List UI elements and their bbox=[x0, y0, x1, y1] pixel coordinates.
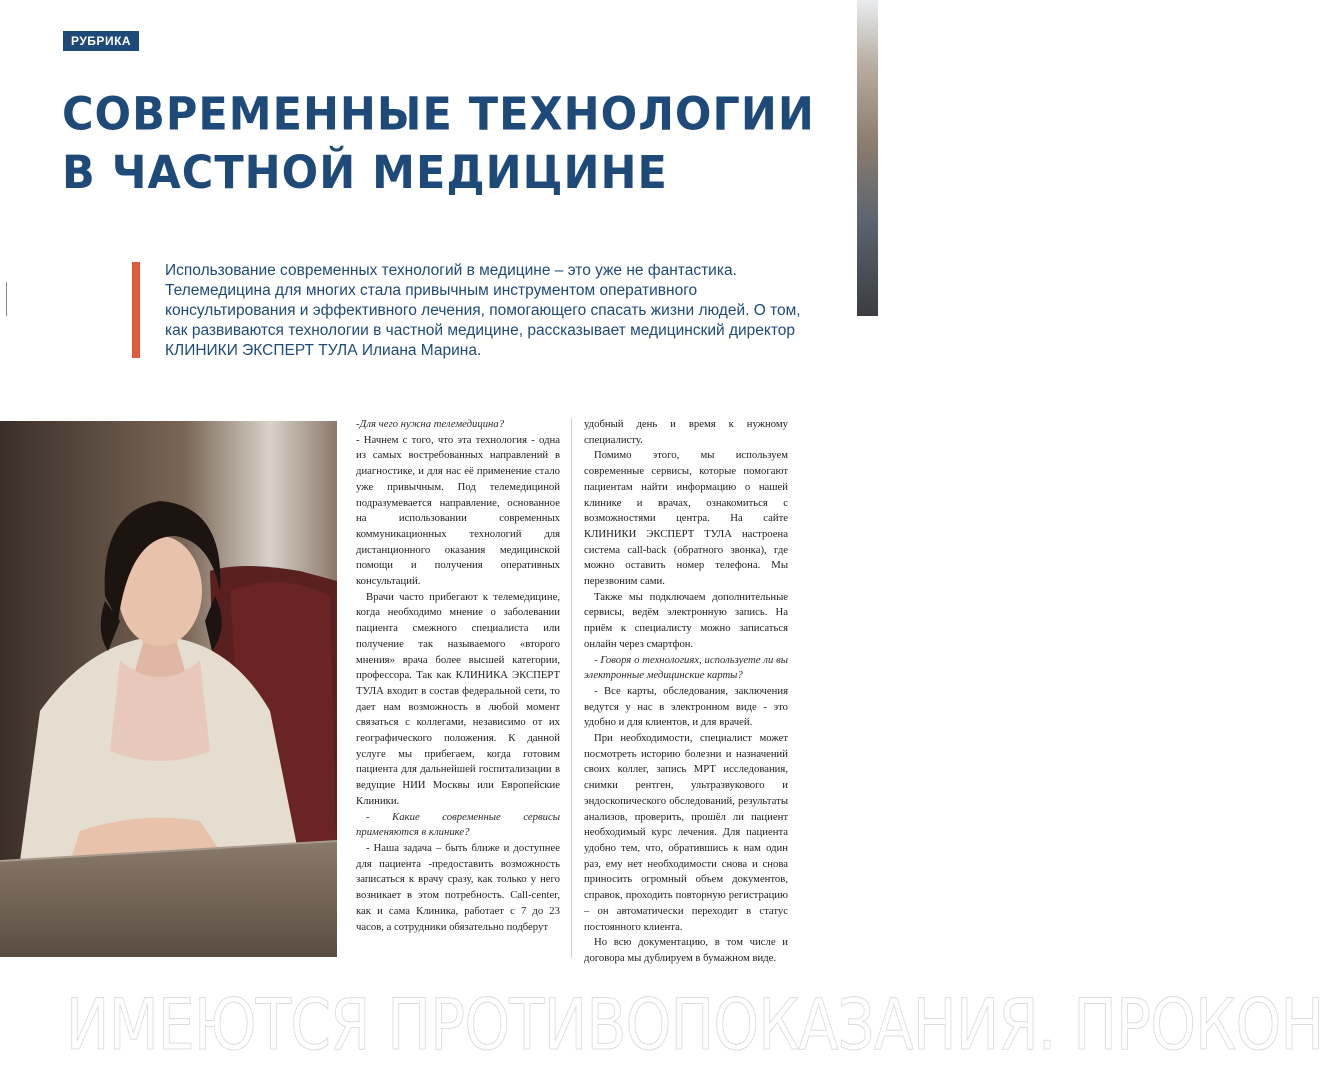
article-column-2 bbox=[584, 417, 788, 967]
page-mark bbox=[6, 282, 7, 316]
title-line-1: СОВРЕМЕННЫЕ ТЕХНОЛОГИИ bbox=[62, 88, 815, 141]
body-paragraph: При необходимости, специалист может посмотреть историю болезни и назначений своих коллег, запись МРТ исследования, снимки рентген, ультразвукового и эндоскопического обследований, результаты анализов, проверить, прошёл ли пациент необходимый курс лечения. Для пациента удобно тем, что, обратившись к нам один раз, ему нет необходимости снова и снова приносить огромный объем документов, справок, проходить повторную регистрацию – он автоматически переходит в статус постоянного клиента. bbox=[584, 732, 788, 933]
answer-paragraph: - Наша задача – быть ближе и доступнее для пациента -предоставить возможность записаться к врачу сразу, как только у него возникает в этом потребность. Call-center, как и сама Клиника, работает с 7 до 23 часов, а сотрудники обязательно подберут bbox=[356, 841, 560, 933]
lead-paragraph: Использование современных технологий в медицине – это уже не фантастика. Телемедицина для многих стала привычным инструментом оперативного консультирования и эффективного лечения, помогающего спасать жизни людей. О том, как развиваются технологии в частной медицине, рассказывает медицинский директор КЛИНИКИ ЭКСПЕРТ ТУЛА Илиана Марина. bbox=[165, 262, 801, 359]
portrait-photo bbox=[0, 421, 337, 957]
disclaimer-banner: ИМЕЮТСЯ ПРОТИВОПОКАЗАНИЯ. ПРОКОН bbox=[66, 984, 1323, 1066]
body-paragraph: Также мы подключаем дополнительные сервисы, ведём электронную запись. На приём к специалисту можно записаться онлайн через смартфон. bbox=[584, 590, 788, 650]
side-photo-strip bbox=[857, 0, 878, 316]
body-paragraph: Но всю документацию, в том числе и договора мы дублируем в бумажном виде. bbox=[584, 936, 788, 964]
article-column-1 bbox=[356, 417, 560, 935]
body-paragraph: удобный день и время к нужному специалисту. bbox=[584, 418, 788, 446]
rubric-label: РУБРИКА bbox=[63, 31, 139, 51]
title-line-2: В ЧАСТНОЙ МЕДИЦИНЕ bbox=[62, 147, 668, 200]
column-divider bbox=[571, 418, 572, 958]
body-paragraph: Врачи часто прибегают к телемедицине, когда необходимо мнение о заболевании пациента смежного специалиста или получение так называемого «второго мнения» врача более высшей категории, профессора. Так как КЛИНИКА ЭКСПЕРТ ТУЛА входит в состав федеральной сети, то дает нам возможность в любой момент связаться с коллегами, независимо от их географического положения. К данной услуге мы прибегаем, когда готовим пациента для дальнейшей госпитализации в ведущие НИИ Москвы или Европейские Клиники. bbox=[356, 590, 560, 807]
article-title bbox=[62, 85, 815, 203]
question-3: - Говоря о технологиях, используете ли вы электронные медицинские карты? bbox=[584, 653, 788, 682]
question-2: - Какие современные сервисы применяются в клинике? bbox=[356, 810, 560, 839]
body-paragraph: Помимо этого, мы используем современные сервисы, которые помогают пациентам найти информацию о нашей клинике и врачах, ознакомиться с возможностями центра. На сайте КЛИНИКИ ЭКСПЕРТ ТУЛА настроена система call-back (обратного звонка), где можно оставить номер телефона. Мы перезвоним сами. bbox=[584, 449, 788, 588]
answer-paragraph: - Начнем с того, что эта технология - одна из самых востребованных направлений в диагностике, и для нас её применение стало уже привычным. Под телемедициной подразумевается направление, основанное на использовании современных коммуникационных технологий для дистанционного оказания медицинской помощи и получения оперативных консультаций. bbox=[356, 433, 560, 588]
answer-paragraph: - Все карты, обследования, заключения ведутся у нас в электронном виде - это удобно и для клиентов, и для врачей. bbox=[584, 684, 788, 729]
question-1: -Для чего нужна телемедицина? bbox=[356, 418, 505, 430]
lead-accent-bar bbox=[132, 262, 140, 358]
